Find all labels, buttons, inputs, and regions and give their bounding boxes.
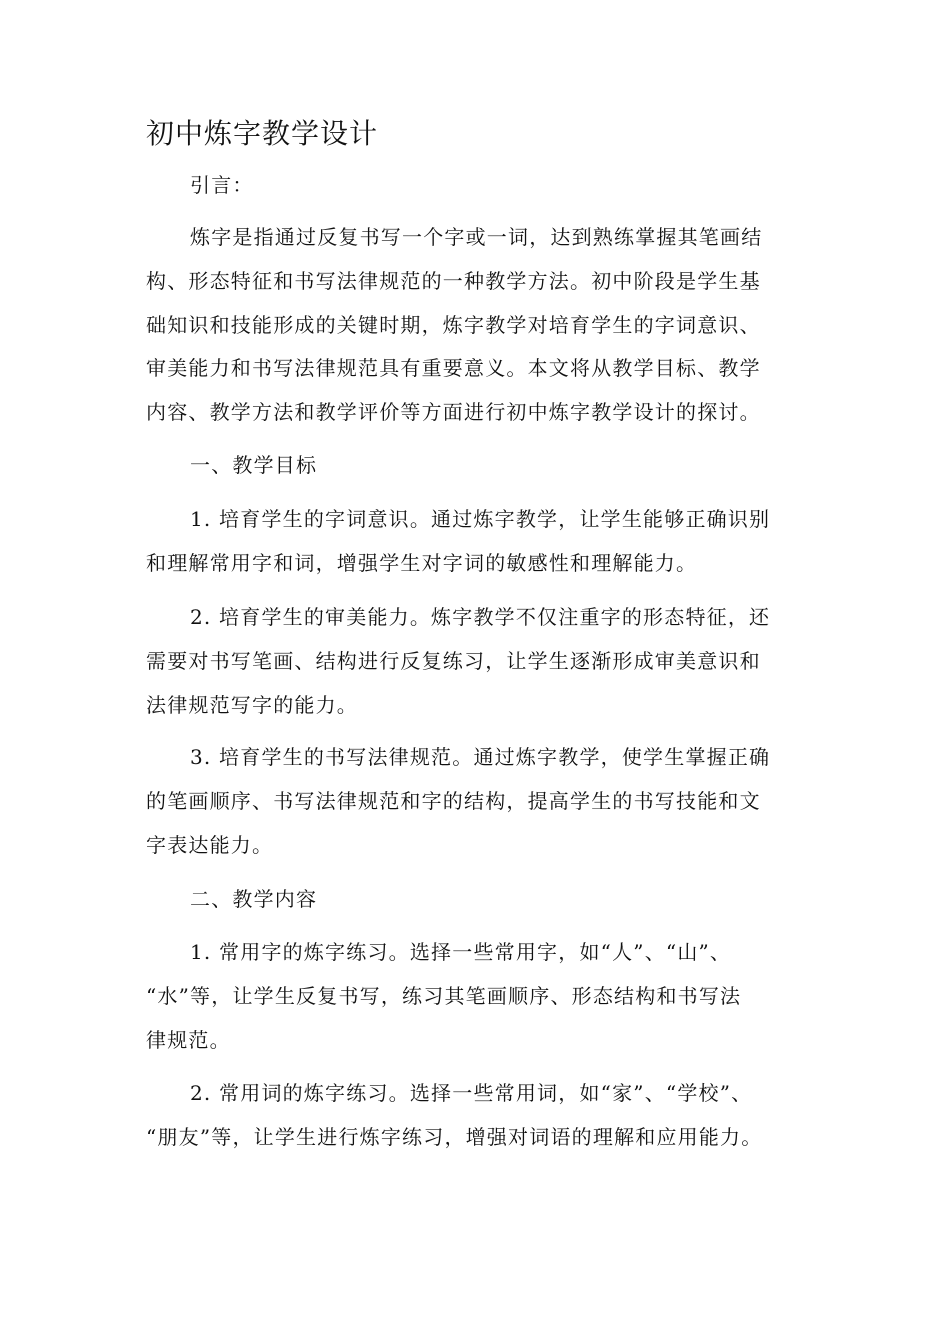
intro-line: 审美能力和书写法律规范具有重要意义。本文将从教学目标、教学: [146, 356, 761, 380]
goal-2-line: 2. 培育学生的审美能力。炼字教学不仅注重字的形态特征，还: [190, 605, 771, 629]
section-heading-goals: 一、教学目标: [190, 453, 318, 477]
content-2-line: 2. 常用词的炼字练习。选择一些常用词，如“家”、“学校”、: [190, 1081, 753, 1105]
goal-1-line: 1. 培育学生的字词意识。通过炼字教学，让学生能够正确识别: [190, 507, 771, 531]
document-title: 初中炼字教学设计: [146, 117, 379, 150]
intro-line: 础知识和技能形成的关键时期，炼字教学对培育学生的字词意识、: [146, 313, 761, 337]
intro-line: 构、形态特征和书写法律规范的一种教学方法。初中阶段是学生基: [146, 269, 761, 293]
content-1-line: 律规范。: [146, 1028, 231, 1052]
goal-3-line: 3. 培育学生的书写法律规范。通过炼字教学，使学生掌握正确: [190, 745, 771, 769]
content-2-line: “朋友”等，让学生进行炼字练习，增强对词语的理解和应用能力。: [146, 1125, 763, 1149]
intro-heading: 引言：: [190, 173, 254, 197]
goal-1-line: 和理解常用字和词，增强学生对字词的敏感性和理解能力。: [146, 551, 698, 575]
goal-2-line: 法律规范写字的能力。: [146, 693, 358, 717]
section-heading-content: 二、教学内容: [190, 887, 318, 911]
goal-3-line: 的笔画顺序、书写法律规范和字的结构，提高学生的书写技能和文: [146, 789, 761, 813]
intro-line: 内容、教学方法和教学评价等方面进行初中炼字教学设计的探讨。: [146, 400, 761, 424]
intro-line: 炼字是指通过反复书写一个字或一词，达到熟练掌握其笔画结: [190, 225, 763, 249]
content-1-line: 1. 常用字的炼字练习。选择一些常用字，如“人”、“山”、: [190, 940, 732, 964]
content-1-line: “水”等，让学生反复书写，练习其笔画顺序、形态结构和书写法: [146, 984, 742, 1008]
goal-2-line: 需要对书写笔画、结构进行反复练习，让学生逐渐形成审美意识和: [146, 649, 761, 673]
goal-3-line: 字表达能力。: [146, 833, 274, 857]
